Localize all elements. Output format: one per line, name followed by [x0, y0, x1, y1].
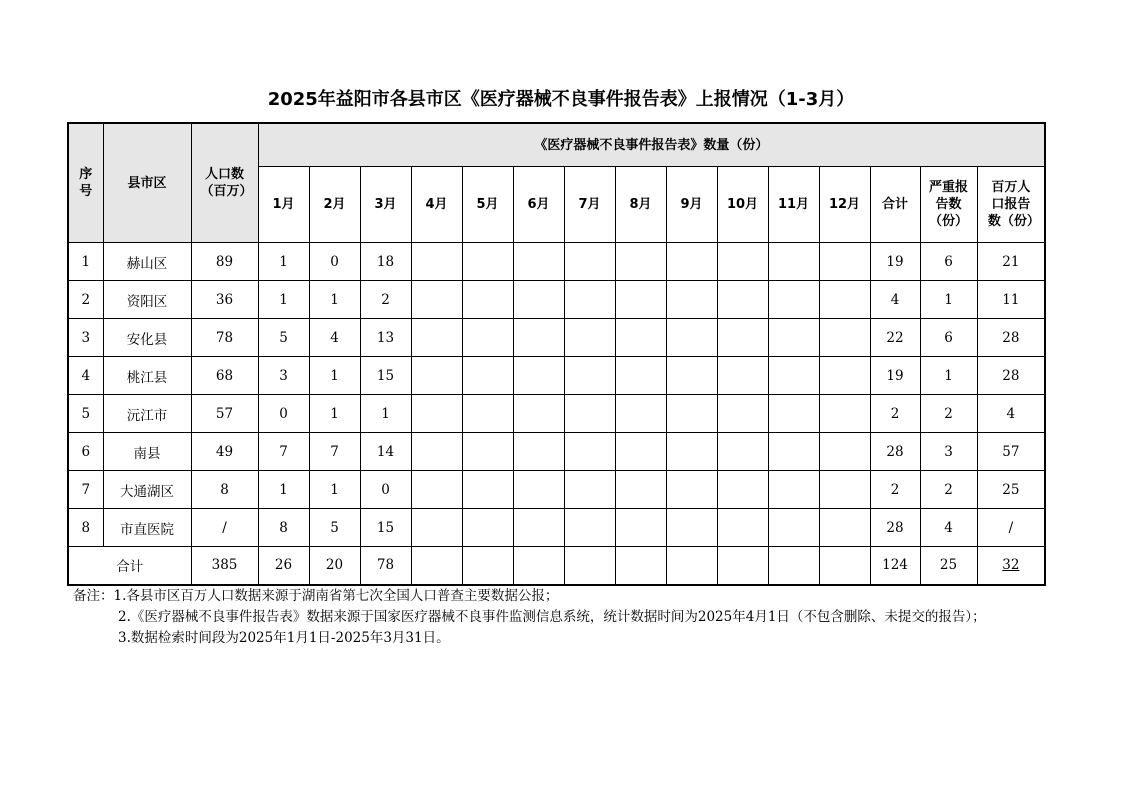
header-month-3: 3月	[360, 167, 411, 243]
cell-empty	[462, 243, 513, 281]
header-month-9: 9月	[666, 167, 717, 243]
cell-empty	[819, 433, 870, 471]
cell-empty	[564, 395, 615, 433]
header-month-5: 5月	[462, 167, 513, 243]
cell-m1: 1	[258, 243, 309, 281]
header-population: 人口数（百万）	[191, 123, 258, 243]
cell-empty	[615, 547, 666, 585]
cell-empty	[411, 433, 462, 471]
totals-label: 合计	[68, 547, 191, 585]
cell-seq: 3	[68, 319, 103, 357]
cell-county: 桃江县	[103, 357, 191, 395]
cell-population: /	[191, 509, 258, 547]
table-row	[68, 509, 1045, 547]
cell-empty	[564, 319, 615, 357]
cell-empty	[666, 319, 717, 357]
cell-empty	[564, 433, 615, 471]
cell-empty	[462, 433, 513, 471]
cell-serious: 1	[920, 281, 977, 319]
cell-serious: 2	[920, 395, 977, 433]
totals-total: 124	[870, 547, 920, 585]
cell-empty	[513, 471, 564, 509]
note-2: 2.《医疗器械不良事件报告表》数据来源于国家医疗器械不良事件监测信息系统，统计数据时间为2025年4月1日（不包含删除、未提交的报告）；	[118, 609, 986, 625]
table-row	[68, 471, 1045, 509]
cell-empty	[513, 281, 564, 319]
cell-empty	[564, 547, 615, 585]
cell-population: 68	[191, 357, 258, 395]
cell-total: 2	[870, 395, 920, 433]
cell-empty	[717, 281, 768, 319]
cell-empty	[411, 471, 462, 509]
cell-empty	[411, 357, 462, 395]
header-total: 合计	[870, 167, 920, 243]
cell-total: 4	[870, 281, 920, 319]
cell-seq: 7	[68, 471, 103, 509]
totals-m3: 78	[360, 547, 411, 585]
cell-serious: 6	[920, 319, 977, 357]
cell-per-million: 57	[977, 433, 1045, 471]
cell-empty	[462, 319, 513, 357]
cell-empty	[819, 509, 870, 547]
cell-empty	[564, 243, 615, 281]
cell-empty	[411, 281, 462, 319]
cell-per-million: 4	[977, 395, 1045, 433]
cell-empty	[411, 509, 462, 547]
cell-empty	[513, 243, 564, 281]
cell-empty	[819, 395, 870, 433]
header-report-group: 《医疗器械不良事件报告表》数量（份）	[258, 123, 1045, 167]
cell-empty	[666, 395, 717, 433]
cell-total: 2	[870, 471, 920, 509]
table-row	[68, 433, 1045, 471]
cell-seq: 6	[68, 433, 103, 471]
cell-serious: 2	[920, 471, 977, 509]
cell-empty	[819, 547, 870, 585]
cell-empty	[768, 547, 819, 585]
cell-m1: 1	[258, 471, 309, 509]
cell-m1: 7	[258, 433, 309, 471]
cell-total: 19	[870, 357, 920, 395]
header-month-7: 7月	[564, 167, 615, 243]
header-month-1: 1月	[258, 167, 309, 243]
totals-population: 385	[191, 547, 258, 585]
cell-empty	[615, 433, 666, 471]
table-row	[68, 319, 1045, 357]
cell-county: 沅江市	[103, 395, 191, 433]
cell-m2: 4	[309, 319, 360, 357]
cell-m3: 1	[360, 395, 411, 433]
cell-serious: 6	[920, 243, 977, 281]
cell-m1: 1	[258, 281, 309, 319]
totals-row	[68, 547, 1045, 585]
header-month-10: 10月	[717, 167, 768, 243]
cell-empty	[666, 357, 717, 395]
cell-m3: 13	[360, 319, 411, 357]
cell-empty	[819, 471, 870, 509]
cell-county: 大通湖区	[103, 471, 191, 509]
header-per-million: 百万人口报告数（份）	[977, 167, 1045, 243]
cell-empty	[768, 319, 819, 357]
cell-m2: 7	[309, 433, 360, 471]
header-month-2: 2月	[309, 167, 360, 243]
cell-empty	[615, 357, 666, 395]
cell-seq: 8	[68, 509, 103, 547]
cell-empty	[717, 509, 768, 547]
cell-m3: 15	[360, 357, 411, 395]
cell-empty	[666, 433, 717, 471]
cell-empty	[615, 509, 666, 547]
cell-seq: 1	[68, 243, 103, 281]
note-3: 3.数据检索时间段为2025年1月1日-2025年3月31日。	[118, 630, 450, 646]
cell-empty	[615, 471, 666, 509]
page-title: 2025年益阳市各县市区《医疗器械不良事件报告表》上报情况（1-3月）	[267, 89, 855, 110]
cell-m1: 0	[258, 395, 309, 433]
totals-per-million	[977, 547, 1045, 585]
cell-empty	[564, 471, 615, 509]
table-row	[68, 395, 1045, 433]
cell-empty	[564, 509, 615, 547]
cell-population: 89	[191, 243, 258, 281]
cell-empty	[717, 395, 768, 433]
cell-total: 19	[870, 243, 920, 281]
cell-population: 57	[191, 395, 258, 433]
cell-m3: 0	[360, 471, 411, 509]
table-row	[68, 357, 1045, 395]
cell-empty	[717, 433, 768, 471]
cell-empty	[819, 281, 870, 319]
cell-empty	[666, 471, 717, 509]
cell-seq: 4	[68, 357, 103, 395]
cell-empty	[819, 243, 870, 281]
cell-empty	[717, 357, 768, 395]
cell-empty	[462, 471, 513, 509]
cell-m3: 15	[360, 509, 411, 547]
cell-empty	[717, 243, 768, 281]
cell-empty	[666, 509, 717, 547]
totals-m2: 20	[309, 547, 360, 585]
cell-population: 36	[191, 281, 258, 319]
cell-empty	[768, 357, 819, 395]
cell-empty	[768, 433, 819, 471]
note-1: 备注：1.各县市区百万人口数据来源于湖南省第七次全国人口普查主要数据公报；	[73, 588, 559, 604]
cell-m2: 1	[309, 471, 360, 509]
cell-county: 市直医院	[103, 509, 191, 547]
cell-per-million: /	[977, 509, 1045, 547]
cell-empty	[513, 357, 564, 395]
cell-serious: 1	[920, 357, 977, 395]
cell-per-million: 28	[977, 319, 1045, 357]
cell-empty	[819, 357, 870, 395]
header-month-6: 6月	[513, 167, 564, 243]
cell-empty	[768, 509, 819, 547]
cell-empty	[768, 395, 819, 433]
cell-m2: 5	[309, 509, 360, 547]
cell-m1: 8	[258, 509, 309, 547]
cell-total: 28	[870, 509, 920, 547]
cell-empty	[411, 547, 462, 585]
header-month-8: 8月	[615, 167, 666, 243]
totals-m1: 26	[258, 547, 309, 585]
cell-empty	[462, 509, 513, 547]
cell-m3: 2	[360, 281, 411, 319]
cell-per-million: 11	[977, 281, 1045, 319]
cell-empty	[411, 395, 462, 433]
cell-seq: 5	[68, 395, 103, 433]
cell-empty	[564, 357, 615, 395]
cell-m3: 18	[360, 243, 411, 281]
cell-empty	[513, 509, 564, 547]
cell-empty	[666, 547, 717, 585]
totals-serious: 25	[920, 547, 977, 585]
cell-per-million: 25	[977, 471, 1045, 509]
cell-seq: 2	[68, 281, 103, 319]
cell-empty	[513, 395, 564, 433]
totals-per-million-value: 32	[1002, 557, 1020, 574]
cell-empty	[666, 281, 717, 319]
cell-m1: 5	[258, 319, 309, 357]
cell-empty	[768, 243, 819, 281]
cell-m2: 0	[309, 243, 360, 281]
header-county: 县市区	[103, 123, 191, 243]
report-table	[67, 122, 1046, 586]
cell-empty	[819, 319, 870, 357]
cell-m3: 14	[360, 433, 411, 471]
cell-serious: 3	[920, 433, 977, 471]
cell-m1: 3	[258, 357, 309, 395]
cell-population: 49	[191, 433, 258, 471]
cell-empty	[615, 395, 666, 433]
cell-population: 8	[191, 471, 258, 509]
header-serious: 严重报告数（份）	[920, 167, 977, 243]
cell-empty	[717, 471, 768, 509]
cell-empty	[615, 319, 666, 357]
table-row	[68, 281, 1045, 319]
cell-per-million: 21	[977, 243, 1045, 281]
cell-empty	[462, 395, 513, 433]
cell-county: 赫山区	[103, 243, 191, 281]
cell-county: 资阳区	[103, 281, 191, 319]
cell-empty	[513, 319, 564, 357]
cell-m2: 1	[309, 357, 360, 395]
header-month-12: 12月	[819, 167, 870, 243]
cell-empty	[513, 433, 564, 471]
cell-per-million: 28	[977, 357, 1045, 395]
cell-empty	[717, 319, 768, 357]
cell-empty	[513, 547, 564, 585]
cell-empty	[462, 281, 513, 319]
cell-empty	[411, 243, 462, 281]
cell-m2: 1	[309, 281, 360, 319]
table-row	[68, 243, 1045, 281]
header-seq: 序号	[68, 123, 103, 243]
cell-m2: 1	[309, 395, 360, 433]
cell-empty	[564, 281, 615, 319]
cell-empty	[462, 357, 513, 395]
cell-total: 28	[870, 433, 920, 471]
cell-empty	[462, 547, 513, 585]
cell-county: 安化县	[103, 319, 191, 357]
header-month-11: 11月	[768, 167, 819, 243]
cell-county: 南县	[103, 433, 191, 471]
cell-total: 22	[870, 319, 920, 357]
cell-empty	[615, 281, 666, 319]
header-month-4: 4月	[411, 167, 462, 243]
cell-serious: 4	[920, 509, 977, 547]
cell-empty	[666, 243, 717, 281]
cell-empty	[768, 471, 819, 509]
cell-population: 78	[191, 319, 258, 357]
notes	[73, 586, 1048, 649]
cell-empty	[717, 547, 768, 585]
cell-empty	[615, 243, 666, 281]
cell-empty	[768, 281, 819, 319]
cell-empty	[411, 319, 462, 357]
